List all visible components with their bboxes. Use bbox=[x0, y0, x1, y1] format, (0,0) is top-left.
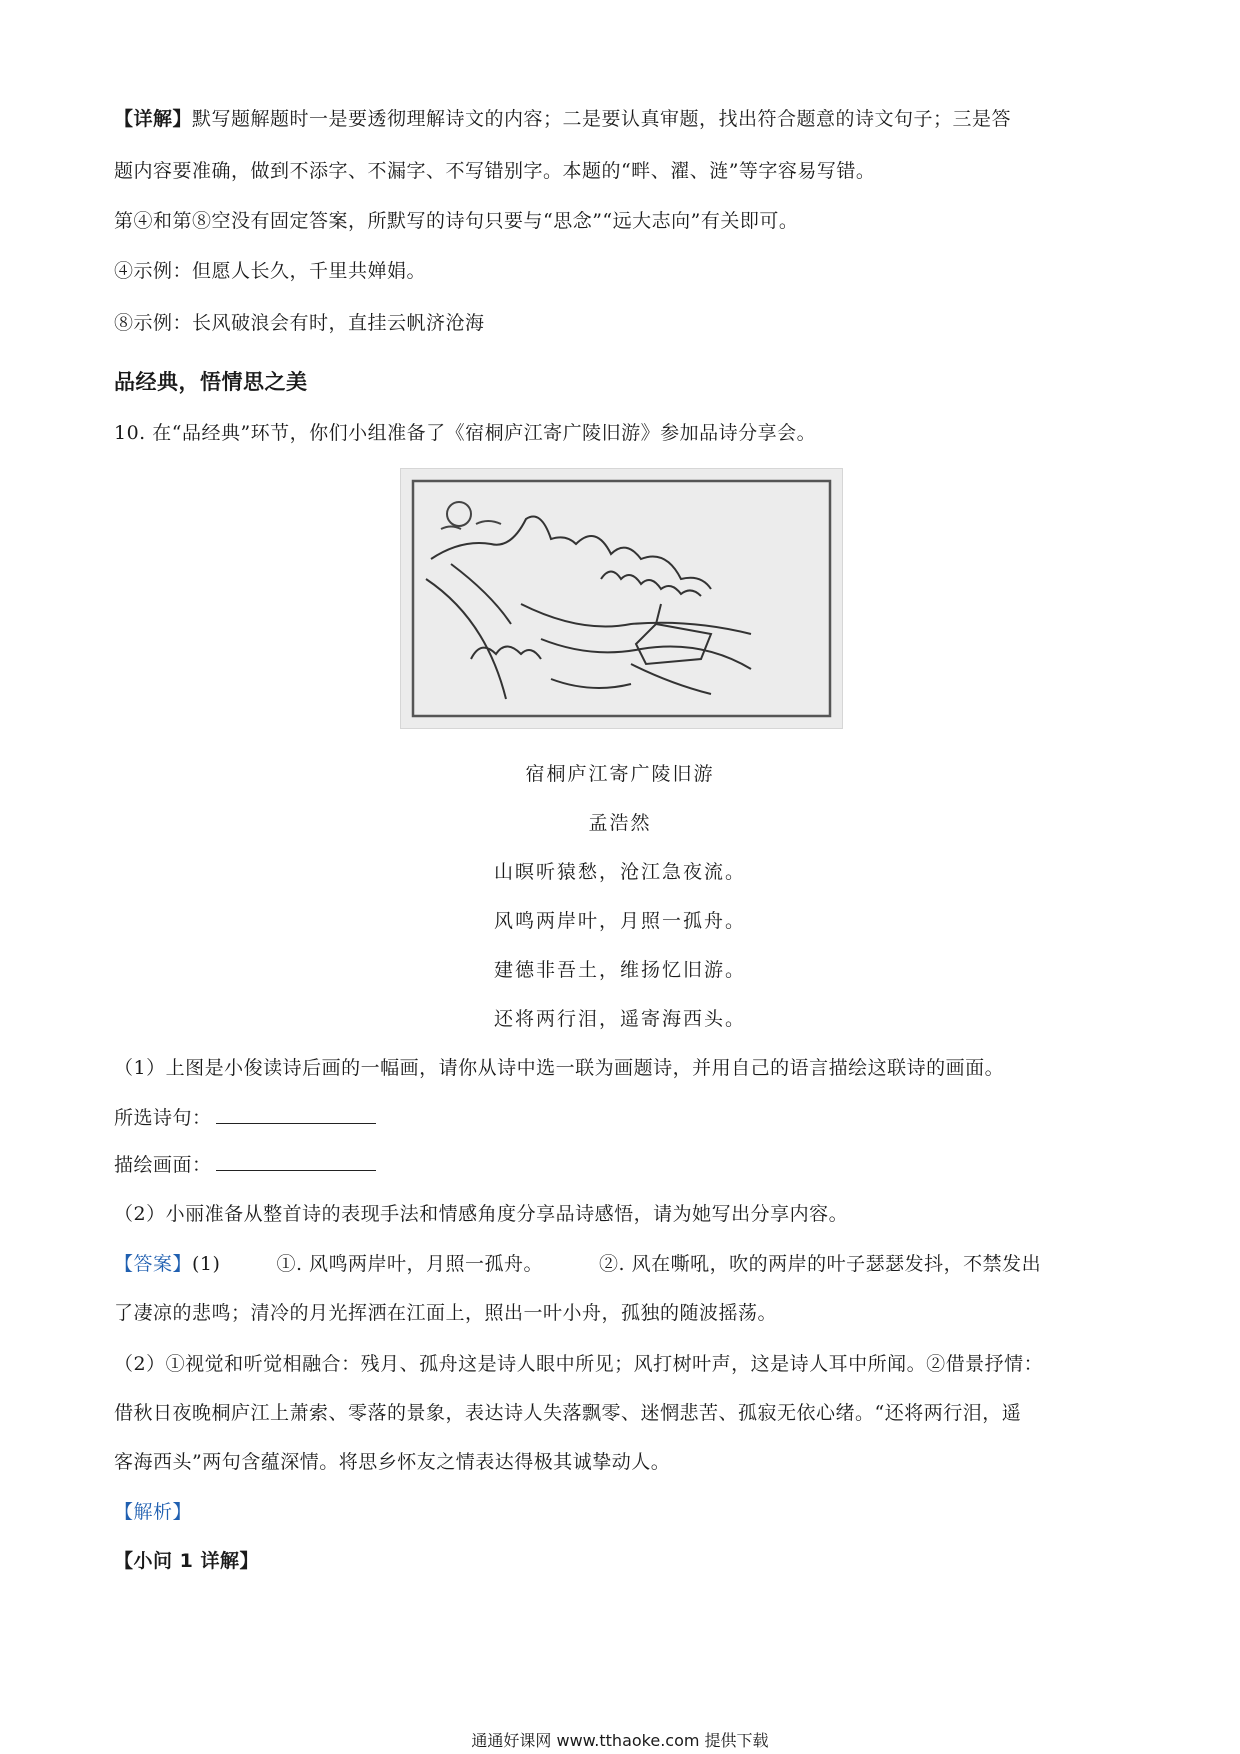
note-paragraph: 第④和第⑧空没有固定答案，所默写的诗句只要与“思念”“远大志向”有关即可。 bbox=[114, 210, 799, 232]
landscape-drawing-icon bbox=[401, 469, 842, 728]
selected-poem-blank[interactable] bbox=[216, 1105, 376, 1124]
answer-part-1-num: (1) bbox=[192, 1253, 221, 1275]
answer-line-2: 了凄凉的悲鸣；清冷的月光挥洒在江面上，照出一叶小舟，孤独的随波摇荡。 bbox=[114, 1302, 778, 1324]
poem-line-4: 还将两行泪，遥寄海西头。 bbox=[493, 1008, 746, 1030]
answer-line-1 bbox=[114, 1249, 1041, 1276]
answer-2-line-3: 客海西头”两句含蕴深情。将思乡怀友之情表达得极其诚挚动人。 bbox=[114, 1451, 671, 1473]
section-title: 品经典，悟情思之美 bbox=[114, 370, 308, 394]
poem-illustration bbox=[400, 468, 843, 729]
answer-2-line-2: 借秋日夜晚桐庐江上萧索、零落的景象，表达诗人失落飘零、迷惘悲苦、孤寂无依心绪。“还将两行泪，遥 bbox=[114, 1402, 1022, 1424]
detail-label: 【详解】 bbox=[114, 108, 193, 130]
answer-part-1-b: ②. 风在嘶吼，吹的两岸的叶子瑟瑟发抖，不禁发出 bbox=[599, 1253, 1042, 1275]
analysis-label: 【解析】 bbox=[114, 1501, 193, 1523]
field-selected-poem bbox=[114, 1103, 376, 1130]
field-selected-poem-label: 所选诗句： bbox=[114, 1107, 212, 1129]
sub-question-1: （1）上图是小俊读诗后画的一幅画，请你从诗中选一联为画题诗，并用自己的语言描绘这联诗的画面。 bbox=[114, 1057, 1005, 1079]
sub-question-2: （2）小丽准备从整首诗的表现手法和情感角度分享品诗感悟，请为她写出分享内容。 bbox=[114, 1203, 849, 1225]
poem-author: 孟浩然 bbox=[588, 812, 652, 834]
page-footer: 通通好课网 www.tthaoke.com 提供下载 bbox=[471, 1731, 769, 1750]
example-8: ⑧示例：长风破浪会有时，直挂云帆济沧海 bbox=[114, 312, 485, 334]
question-10: 10. 在“品经典”环节，你们小组准备了《宿桐庐江寄广陵旧游》参加品诗分享会。 bbox=[114, 422, 817, 444]
field-description-label: 描绘画面： bbox=[114, 1154, 212, 1176]
poem-line-1: 山暝听猿愁，沧江急夜流。 bbox=[493, 861, 746, 883]
answer-part-1-a: ①. 风鸣两岸叶，月照一孤舟。 bbox=[276, 1253, 544, 1275]
detail-text: 默写题解题时一是要透彻理解诗文的内容；二是要认真审题，找出符合题意的诗文句子；三是答 bbox=[192, 108, 1012, 130]
poem-line-3: 建德非吾土，维扬忆旧游。 bbox=[493, 959, 746, 981]
example-4: ④示例：但愿人长久，千里共婵娟。 bbox=[114, 260, 427, 282]
sub-question-1-detail: 【小问 1 详解】 bbox=[114, 1550, 259, 1572]
description-blank[interactable] bbox=[216, 1152, 376, 1171]
poem-title: 宿桐庐江寄广陵旧游 bbox=[525, 763, 715, 785]
detail-paragraph-line2: 题内容要准确，做到不添字、不漏字、不写错别字。本题的“畔、濯、涟”等字容易写错。 bbox=[114, 160, 876, 182]
field-description bbox=[114, 1150, 376, 1177]
answer-label: 【答案】 bbox=[114, 1253, 193, 1275]
detail-paragraph-line1 bbox=[114, 104, 1011, 131]
answer-2-line-1: （2）①视觉和听觉相融合：残月、孤舟这是诗人眼中所见；风打树叶声，这是诗人耳中所闻。②借景抒情： bbox=[114, 1353, 1044, 1375]
poem-line-2: 风鸣两岸叶，月照一孤舟。 bbox=[493, 910, 746, 932]
